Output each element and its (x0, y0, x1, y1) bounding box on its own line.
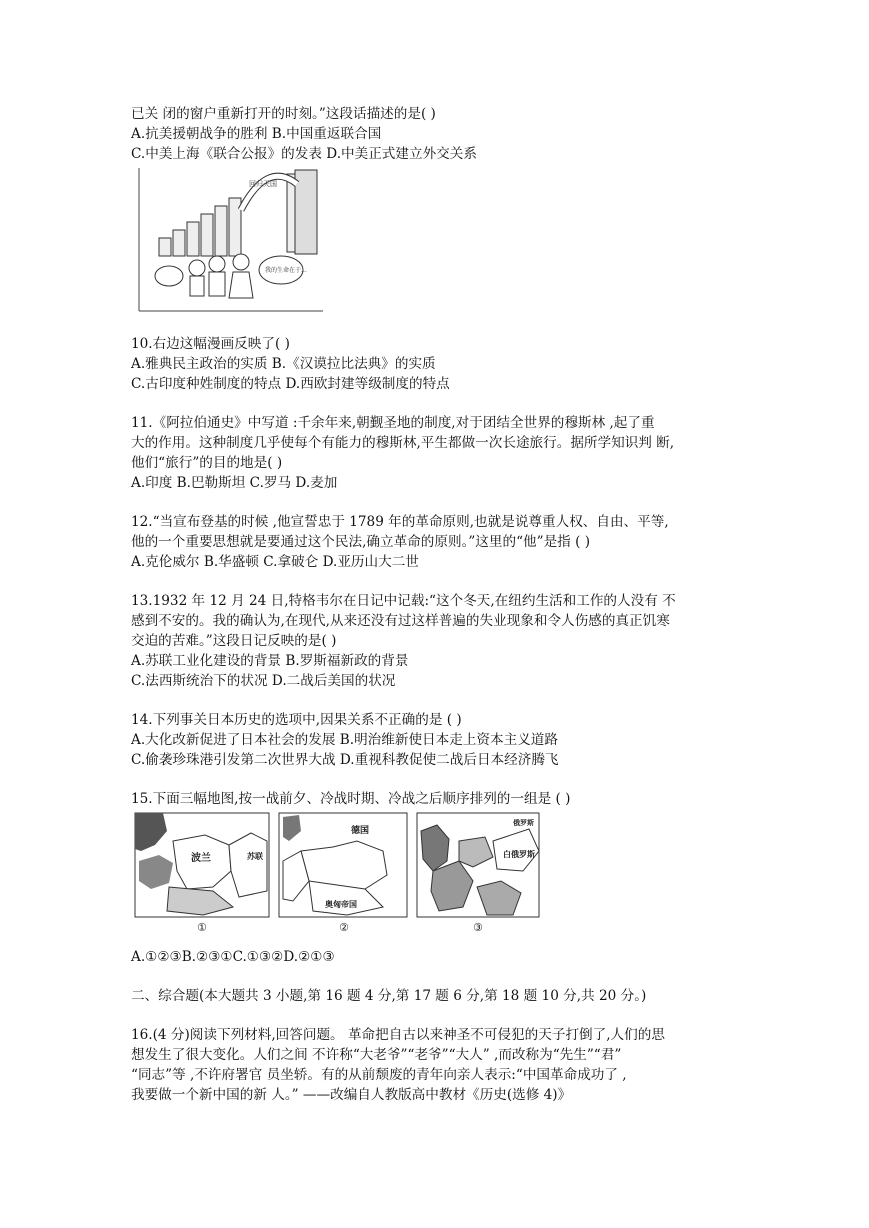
q14-stem: 14.下列事关日本历史的选项中,因果关系不正确的是 ( ) (131, 712, 462, 728)
q14-options-cd: C.偷袭珍珠港引发第二次世界大战 D.重视科教促使二战后日本经济腾飞 (131, 752, 559, 768)
q12-options: A.克伦威尔 B.华盛顿 C.拿破仑 D.亚历山大二世 (131, 554, 419, 570)
q15-options: A.①②③B.②③①C.①③②D.②①③ (131, 949, 335, 965)
q11-stem-line3: 他们“旅行”的目的地是( ) (131, 455, 283, 471)
map1-label-ussr: 苏联 (247, 852, 263, 861)
map3-numeral: ③ (473, 921, 483, 934)
map2-label-austria-hungary: 奥匈帝国 (325, 900, 357, 909)
map-3 (417, 813, 539, 934)
map2-numeral: ② (339, 921, 349, 934)
map-1 (135, 813, 269, 934)
map3-label-russia: 俄罗斯 (513, 819, 534, 827)
q14-options-ab: A.大化改新促进了日本社会的发展 B.明治维新使日本走上资本主义道路 (131, 732, 558, 748)
q13-stem-line2: 感到不安的。我的确认为,在现代,从来还没有过这样普遍的失业现象和令人伤感的真正饥寒 (131, 613, 670, 629)
q13-options-cd: C.法西斯统治下的状况 D.二战后美国的状况 (131, 673, 396, 689)
q16-stem-line4: 我要做一个新中国的新 人。” ——改编自人教版高中教材《历史(选修 4)》 (131, 1087, 572, 1103)
q16-stem-line1: 16.(4 分)阅读下列材料,回答问题。 革命把自古以来神圣不可侵犯的天子打倒了,人们的思 (131, 1027, 665, 1043)
q13-options-ab: A.苏联工业化建设的背景 B.罗斯福新政的背景 (131, 653, 409, 669)
q16-stem-line3: “同志”等 ,不许府署官 员坐轿。有的从前颓废的青年向亲人表示:“中国革命成功了 , (131, 1067, 627, 1083)
q15-maps (133, 811, 741, 943)
cartoon-illustration (137, 166, 323, 314)
map-2 (279, 813, 407, 934)
q9-options-ab: A.抗美援朝战争的胜利 B.中国重返联合国 (131, 126, 382, 142)
q10-stem: 10.右边这幅漫画反映了( ) (131, 336, 290, 352)
q9-stem-tail: 已关 闭的窗户重新打开的时刻。”这段话描述的是( ) (131, 106, 436, 122)
map2-label-germany: 德国 (351, 826, 370, 836)
q11-options: A.印度 B.巴勒斯坦 C.罗马 D.麦加 (131, 475, 338, 491)
q11-stem-line1: 11.《阿拉伯通史》中写道 :千余年来,朝觐圣地的制度,对于团结全世界的穆斯林 ,起了重 (131, 415, 655, 431)
q9-options-cd: C.中美上海《联合公报》的发表 D.中美正式建立外交关系 (131, 146, 477, 162)
arch-text: 回归天国 (249, 180, 277, 188)
map1-label-poland: 波兰 (191, 853, 211, 864)
q12-stem-line2: 他的一个重要思想就是要通过这个民法,确立革命的原则。”这里的“他”是指 ( ) (131, 534, 591, 550)
section2-heading: 二、综合题(本大题共 3 小题,第 16 题 4 分,第 17 题 6 分,第 18 题 10 分,共 20 分。) (131, 988, 647, 1004)
q10-cartoon (137, 166, 741, 318)
map3-label-belarus: 白俄罗斯 (503, 850, 535, 859)
map1-numeral: ① (197, 921, 207, 934)
q11-stem-line2: 大的作用。这种制度几乎使每个有能力的穆斯林,平生都做一次长途旅行。据所学知识判 断, (131, 435, 675, 451)
q13-stem-line3: 交迫的苦难。”这段日记反映的是( ) (131, 633, 337, 649)
q10-options-cd: C.古印度种姓制度的特点 D.西欧封建等级制度的特点 (131, 376, 450, 392)
exam-page (131, 104, 741, 1105)
bubble-text: 我的生命在于… (265, 267, 308, 274)
q13-stem-line1: 13.1932 年 12 月 24 日,特格韦尔在日记中记载:“这个冬天,在纽约生活和工作的人没有 不 (131, 593, 676, 609)
q12-stem-line1: 12.“当宣布登基的时候 ,他宣誓忠于 1789 年的革命原则,也就是说尊重人权、自由、平等, (131, 514, 669, 530)
q10-options-ab: A.雅典民主政治的实质 B.《汉谟拉比法典》的实质 (131, 356, 436, 372)
q16-stem-line2: 想发生了很大变化。人们之间 不许称“大老爷”“老爷”“大人” ,而改称为“先生”“君” (131, 1047, 622, 1063)
q15-stem: 15.下面三幅地图,按一战前夕、冷战时期、冷战之后顺序排列的一组是 ( ) (131, 791, 571, 807)
q15-map-strip (133, 811, 543, 939)
